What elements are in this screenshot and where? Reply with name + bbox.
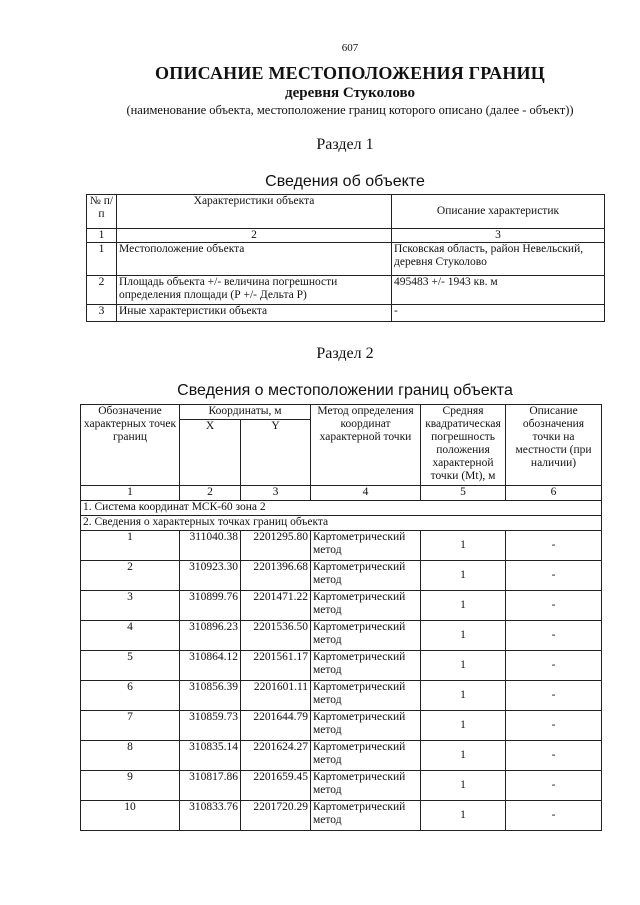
coordinate-system-row <box>81 501 602 516</box>
point-error: 1 <box>421 801 506 831</box>
table-row <box>81 681 602 711</box>
header-method: Метод определения координат характерной точки <box>311 405 421 486</box>
table-index-row <box>81 486 602 501</box>
point-description: - <box>506 741 602 771</box>
index-cell: 2 <box>180 486 241 501</box>
point-method: Картометрический метод <box>311 531 421 561</box>
row-value: - <box>392 305 605 322</box>
point-error: 1 <box>421 531 506 561</box>
point-description: - <box>506 531 602 561</box>
points-body <box>81 531 602 831</box>
point-x: 310856.39 <box>180 681 241 711</box>
point-error: 1 <box>421 561 506 591</box>
point-error: 1 <box>421 741 506 771</box>
point-y: 2201396.68 <box>241 561 311 591</box>
table-row <box>87 243 605 276</box>
point-x: 310923.30 <box>180 561 241 591</box>
index-cell: 3 <box>392 229 605 243</box>
table-row <box>81 621 602 651</box>
header-description: Описание обозначения точки на местности (при наличии) <box>506 405 602 486</box>
point-x: 310859.73 <box>180 711 241 741</box>
point-error: 1 <box>421 621 506 651</box>
point-method: Картометрический метод <box>311 771 421 801</box>
index-cell: 2 <box>117 229 392 243</box>
point-x: 311040.38 <box>180 531 241 561</box>
point-number: 8 <box>81 741 180 771</box>
title-note: (наименование объекта, местоположение границ которого описано (далее - объект)) <box>126 103 574 117</box>
point-number: 7 <box>81 711 180 741</box>
point-description: - <box>506 771 602 801</box>
header-x: X <box>180 420 241 486</box>
row-characteristic: Местоположение объекта <box>117 243 392 276</box>
table-row <box>81 801 602 831</box>
table-row <box>81 711 602 741</box>
table-row <box>81 561 602 591</box>
section2-heading: Раздел 2 <box>316 345 374 362</box>
object-info-table <box>86 194 605 322</box>
header-error: Средняя квадратическая погрешность положения характерной точки (Мt), м <box>421 405 506 486</box>
point-number: 3 <box>81 591 180 621</box>
point-error: 1 <box>421 651 506 681</box>
row-number: 3 <box>87 305 117 322</box>
point-method: Картометрический метод <box>311 561 421 591</box>
point-x: 310896.23 <box>180 621 241 651</box>
point-method: Картометрический метод <box>311 801 421 831</box>
point-y: 2201536.50 <box>241 621 311 651</box>
point-method: Картометрический метод <box>311 591 421 621</box>
point-description: - <box>506 561 602 591</box>
index-cell: 3 <box>241 486 311 501</box>
point-description: - <box>506 621 602 651</box>
row-value: 495483 +/- 1943 кв. м <box>392 276 605 305</box>
header-y: Y <box>241 420 311 486</box>
point-number: 9 <box>81 771 180 801</box>
point-description: - <box>506 591 602 621</box>
point-method: Картометрический метод <box>311 621 421 651</box>
point-x: 310817.86 <box>180 771 241 801</box>
boundary-points-table <box>80 404 602 831</box>
header-number: № п/п <box>87 195 117 229</box>
point-y: 2201471.22 <box>241 591 311 621</box>
point-x: 310835.14 <box>180 741 241 771</box>
point-y: 2201601.11 <box>241 681 311 711</box>
point-number: 5 <box>81 651 180 681</box>
document-title: ОПИСАНИЕ МЕСТОПОЛОЖЕНИЯ ГРАНИЦ <box>155 63 545 83</box>
point-error: 1 <box>421 711 506 741</box>
point-x: 310899.76 <box>180 591 241 621</box>
index-cell: 5 <box>421 486 506 501</box>
point-method: Картометрический метод <box>311 741 421 771</box>
coordinate-system-label: 1. Система координат МСК-60 зона 2 <box>81 501 602 516</box>
point-method: Картометрический метод <box>311 651 421 681</box>
index-cell: 1 <box>87 229 117 243</box>
index-cell: 6 <box>506 486 602 501</box>
point-x: 310864.12 <box>180 651 241 681</box>
page-number: 607 <box>341 42 359 54</box>
point-description: - <box>506 651 602 681</box>
section1-heading: Раздел 1 <box>316 136 374 153</box>
point-error: 1 <box>421 771 506 801</box>
point-description: - <box>506 681 602 711</box>
point-y: 2201624.27 <box>241 741 311 771</box>
table-header-row <box>81 405 602 420</box>
row-characteristic: Площадь объекта +/- величина погрешности определения площади (Р +/- Дельта Р) <box>117 276 392 305</box>
point-x: 310833.76 <box>180 801 241 831</box>
row-number: 2 <box>87 276 117 305</box>
table-header-row <box>87 195 605 229</box>
table-index-row <box>87 229 605 243</box>
points-section-row <box>81 516 602 531</box>
header-characteristic: Характеристики объекта <box>117 195 392 229</box>
point-number: 2 <box>81 561 180 591</box>
table-row <box>81 651 602 681</box>
point-y: 2201561.17 <box>241 651 311 681</box>
point-error: 1 <box>421 681 506 711</box>
point-number: 6 <box>81 681 180 711</box>
table-row <box>81 591 602 621</box>
point-y: 2201295.80 <box>241 531 311 561</box>
object-name: деревня Стуколово <box>285 85 415 101</box>
point-method: Картометрический метод <box>311 711 421 741</box>
header-coordinates: Координаты, м <box>180 405 311 420</box>
row-number: 1 <box>87 243 117 276</box>
table-row <box>81 741 602 771</box>
header-description: Описание характеристик <box>392 195 605 229</box>
section2-subheading: Сведения о местоположении границ объекта <box>177 382 513 399</box>
point-description: - <box>506 711 602 741</box>
point-description: - <box>506 801 602 831</box>
section1-subheading: Сведения об объекте <box>265 173 425 190</box>
point-error: 1 <box>421 591 506 621</box>
point-number: 10 <box>81 801 180 831</box>
table-row <box>81 771 602 801</box>
table-row <box>81 531 602 561</box>
row-characteristic: Иные характеристики объекта <box>117 305 392 322</box>
row-value: Псковская область, район Невельский, деревня Стуколово <box>392 243 605 276</box>
header-point: Обозначение характерных точек границ <box>81 405 180 486</box>
point-number: 1 <box>81 531 180 561</box>
index-cell: 4 <box>311 486 421 501</box>
points-section-label: 2. Сведения о характерных точках границ объекта <box>81 516 602 531</box>
point-y: 2201659.45 <box>241 771 311 801</box>
point-method: Картометрический метод <box>311 681 421 711</box>
table-row <box>87 276 605 305</box>
table-row <box>87 305 605 322</box>
point-y: 2201644.79 <box>241 711 311 741</box>
point-y: 2201720.29 <box>241 801 311 831</box>
index-cell: 1 <box>81 486 180 501</box>
point-number: 4 <box>81 621 180 651</box>
